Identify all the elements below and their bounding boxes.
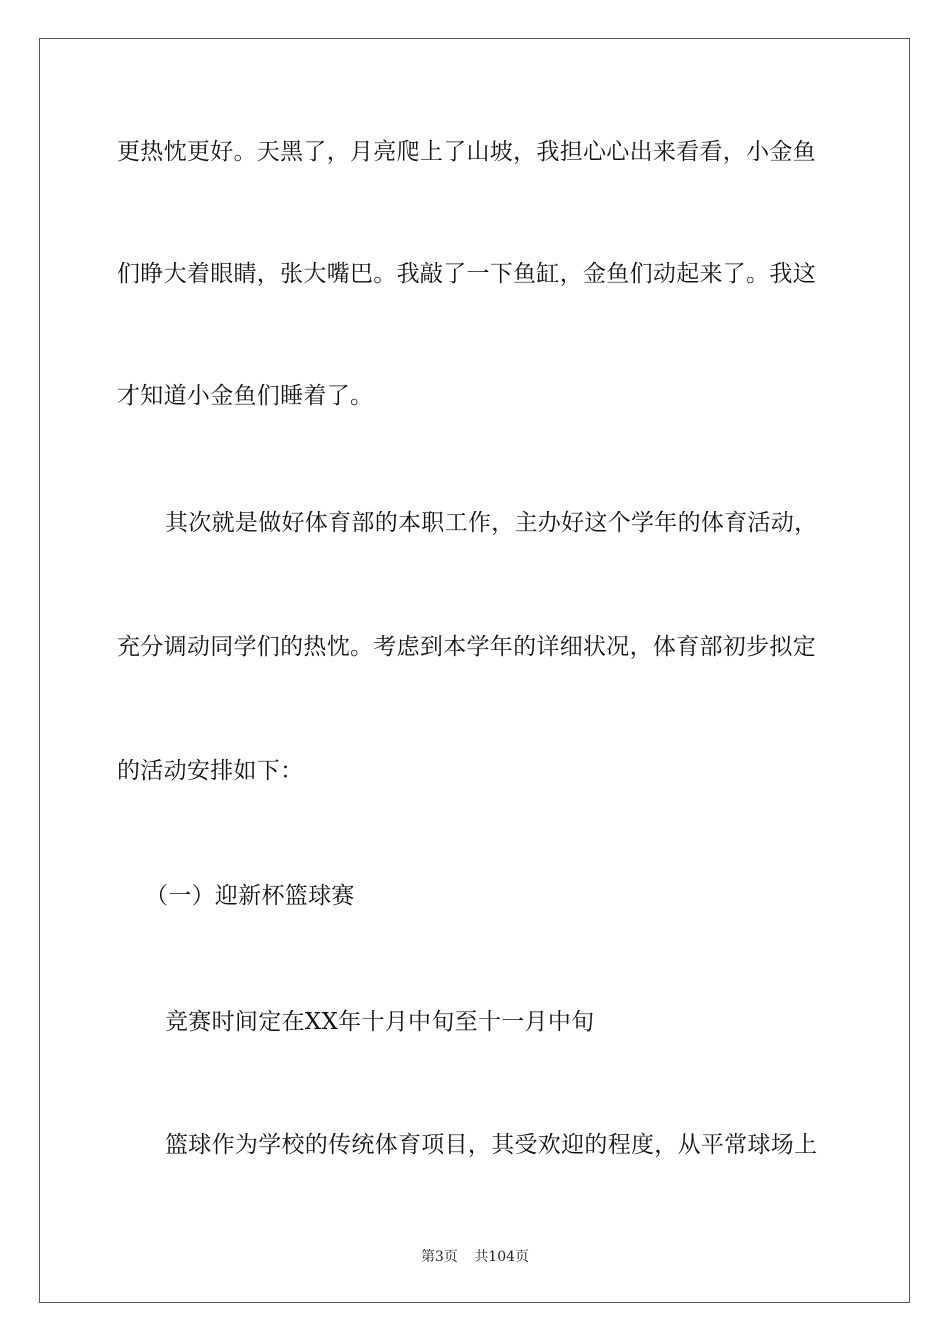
paragraph-line-2: 们睁大着眼睛，张大嘴巴。我敲了一下鱼缸，金鱼们动起来了。我这 (117, 261, 816, 287)
paragraph-line-1: 更热忱更好。天黑了，月亮爬上了山坡，我担心心出来看看，小金鱼 (117, 139, 816, 165)
page-border (39, 38, 910, 1303)
paragraph-line-6: 的活动安排如下： (117, 758, 304, 784)
paragraph-line-4: 其次就是做好体育部的本职工作，主办好这个学年的体育活动， (165, 510, 818, 536)
paragraph-line-5: 充分调动同学们的热忱。考虑到本学年的详细状况，体育部初步拟定 (117, 634, 816, 660)
paragraph-line-9: 篮球作为学校的传统体育项目，其受欢迎的程度，从平常球场上 (165, 1132, 818, 1158)
paragraph-line-8: 竞赛时间定在XX年十月中旬至十一月中旬 (165, 1009, 595, 1035)
paragraph-line-3: 才知道小金鱼们睡着了。 (117, 383, 374, 409)
page-total: 共104页 (474, 1249, 530, 1265)
page-number: 第3页 (420, 1249, 458, 1265)
section-heading: （一）迎新杯篮球赛 (145, 883, 355, 909)
page-footer (0, 1248, 950, 1266)
